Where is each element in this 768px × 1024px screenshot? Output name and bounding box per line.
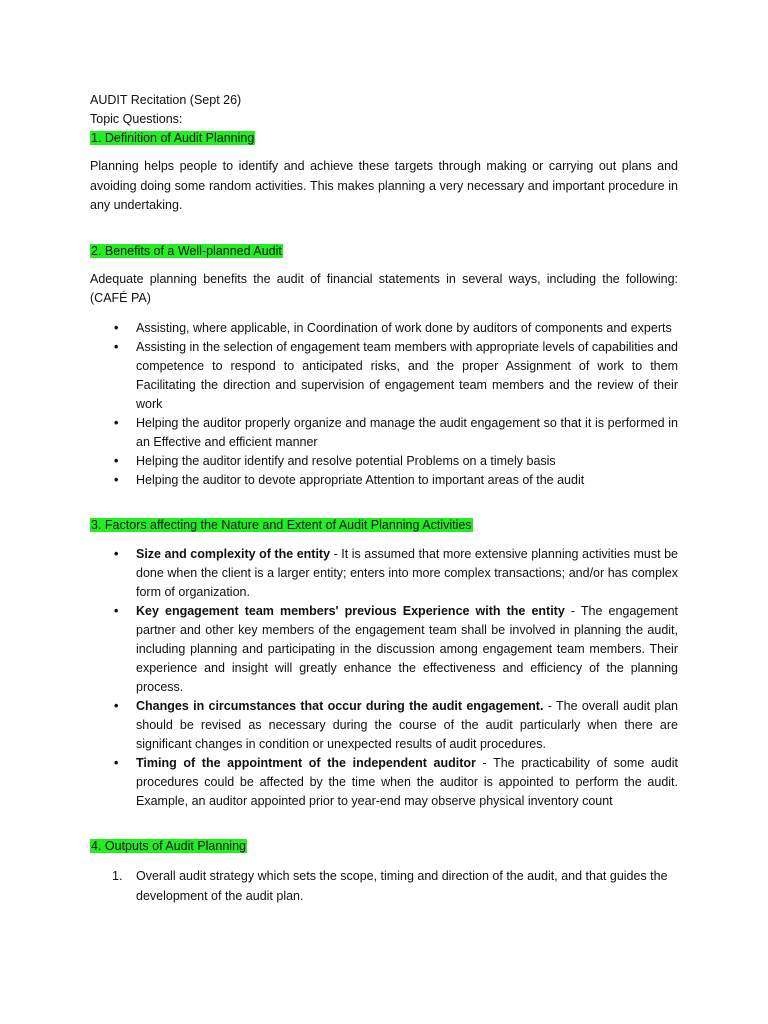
section-2-heading-text: 2. Benefits of a Well-planned Audit: [91, 243, 282, 258]
section-4-heading: [90, 837, 678, 856]
list-item-text: Helping the auditor identify and resolve potential Problems on a timely basis: [136, 453, 556, 468]
bullet-icon: •: [114, 415, 119, 430]
factor-term: Changes in circumstances that occur during the audit engagement.: [136, 698, 544, 713]
factor-term: Key engagement team members' previous Experience with the entity: [136, 603, 565, 618]
factor-text: - The engagement partner and other key members of the engagement team shall be involved in planning the audit, including planning and participating in the discussion among engagement team members. Their experience and insight will greatly enhance the effectiveness and efficiency of the planning process.: [136, 603, 678, 694]
section-1-heading: [90, 129, 678, 148]
list-item-text: Assisting in the selection of engagement team members with appropriate levels of capabilities and competence to respond to anticipated risks, and the proper Assignment of work to them Facilitating the direction and supervision of engagement team members and the review of their work: [136, 339, 678, 411]
bullet-icon: •: [114, 339, 119, 354]
section-3-heading-text: 3. Factors affecting the Nature and Extent of Audit Planning Activities: [91, 517, 472, 532]
bullet-icon: •: [114, 320, 119, 335]
bullet-icon: •: [114, 755, 119, 770]
factor-text: - The practicability of some audit procedures could be affected by the time when the auditor is appointed to perform the audit. Example, an auditor appointed prior to year-end may observe physical inventory count: [136, 755, 678, 808]
list-item: [90, 452, 678, 471]
bullet-icon: •: [114, 472, 119, 487]
list-item-text: Helping the auditor to devote appropriate Attention to important areas of the audit: [136, 472, 585, 487]
factor-text: - The overall audit plan should be revised as necessary during the course of the audit particularly when there are significant changes in condition or unexpected results of audit procedures.: [136, 698, 678, 751]
factor-text: - It is assumed that more extensive planning activities must be done when the client is a larger entity; enters into more complex transactions; and/or has complex form of organization.: [136, 546, 678, 599]
bullet-icon: •: [114, 453, 119, 468]
list-item: [90, 545, 678, 602]
list-item: [90, 602, 678, 697]
section-3-bullet-list: [90, 545, 678, 811]
section-4-numbered-list: [90, 866, 678, 906]
section-2-intro: Adequate planning benefits the audit of financial statements in several ways, including the following: (CAFÉ PA): [90, 271, 678, 305]
list-item: [90, 754, 678, 811]
list-item-text: Overall audit strategy which sets the scope, timing and direction of the audit, and that guides the development of the audit plan.: [136, 868, 668, 903]
section-2-bullet-list: [90, 319, 678, 490]
factor-term: Timing of the appointment of the independent auditor: [136, 755, 476, 770]
list-item: [90, 338, 678, 414]
document-title: AUDIT Recitation (Sept 26): [90, 93, 242, 107]
document-subtitle: Topic Questions:: [90, 112, 183, 126]
section-1-heading-text: 1. Definition of Audit Planning: [91, 131, 255, 145]
section-2-heading: [90, 242, 678, 261]
section-3-heading: [90, 516, 678, 535]
factor-term: Size and complexity of the entity: [136, 546, 331, 561]
section-4-heading-text: 4. Outputs of Audit Planning: [91, 838, 246, 853]
list-item-text: Assisting, where applicable, in Coordination of work done by auditors of components and experts: [136, 320, 672, 335]
list-item: [90, 319, 678, 338]
bullet-icon: •: [114, 698, 119, 713]
list-item-text: Helping the auditor properly organize and manage the audit engagement so that it is performed in an Effective and efficient manner: [136, 415, 678, 449]
list-item: [90, 866, 678, 906]
bullet-icon: •: [114, 546, 119, 561]
bullet-icon: •: [114, 603, 119, 618]
list-item: [90, 414, 678, 452]
list-item: [90, 471, 678, 490]
document-content: [90, 91, 678, 906]
list-number: 1.: [112, 868, 123, 883]
list-item: [90, 697, 678, 754]
section-1-body: Planning helps people to identify and achieve these targets through making or carrying out plans and avoiding doing some random activities. This makes planning a very necessary and important procedure in any undertaking.: [90, 159, 678, 212]
